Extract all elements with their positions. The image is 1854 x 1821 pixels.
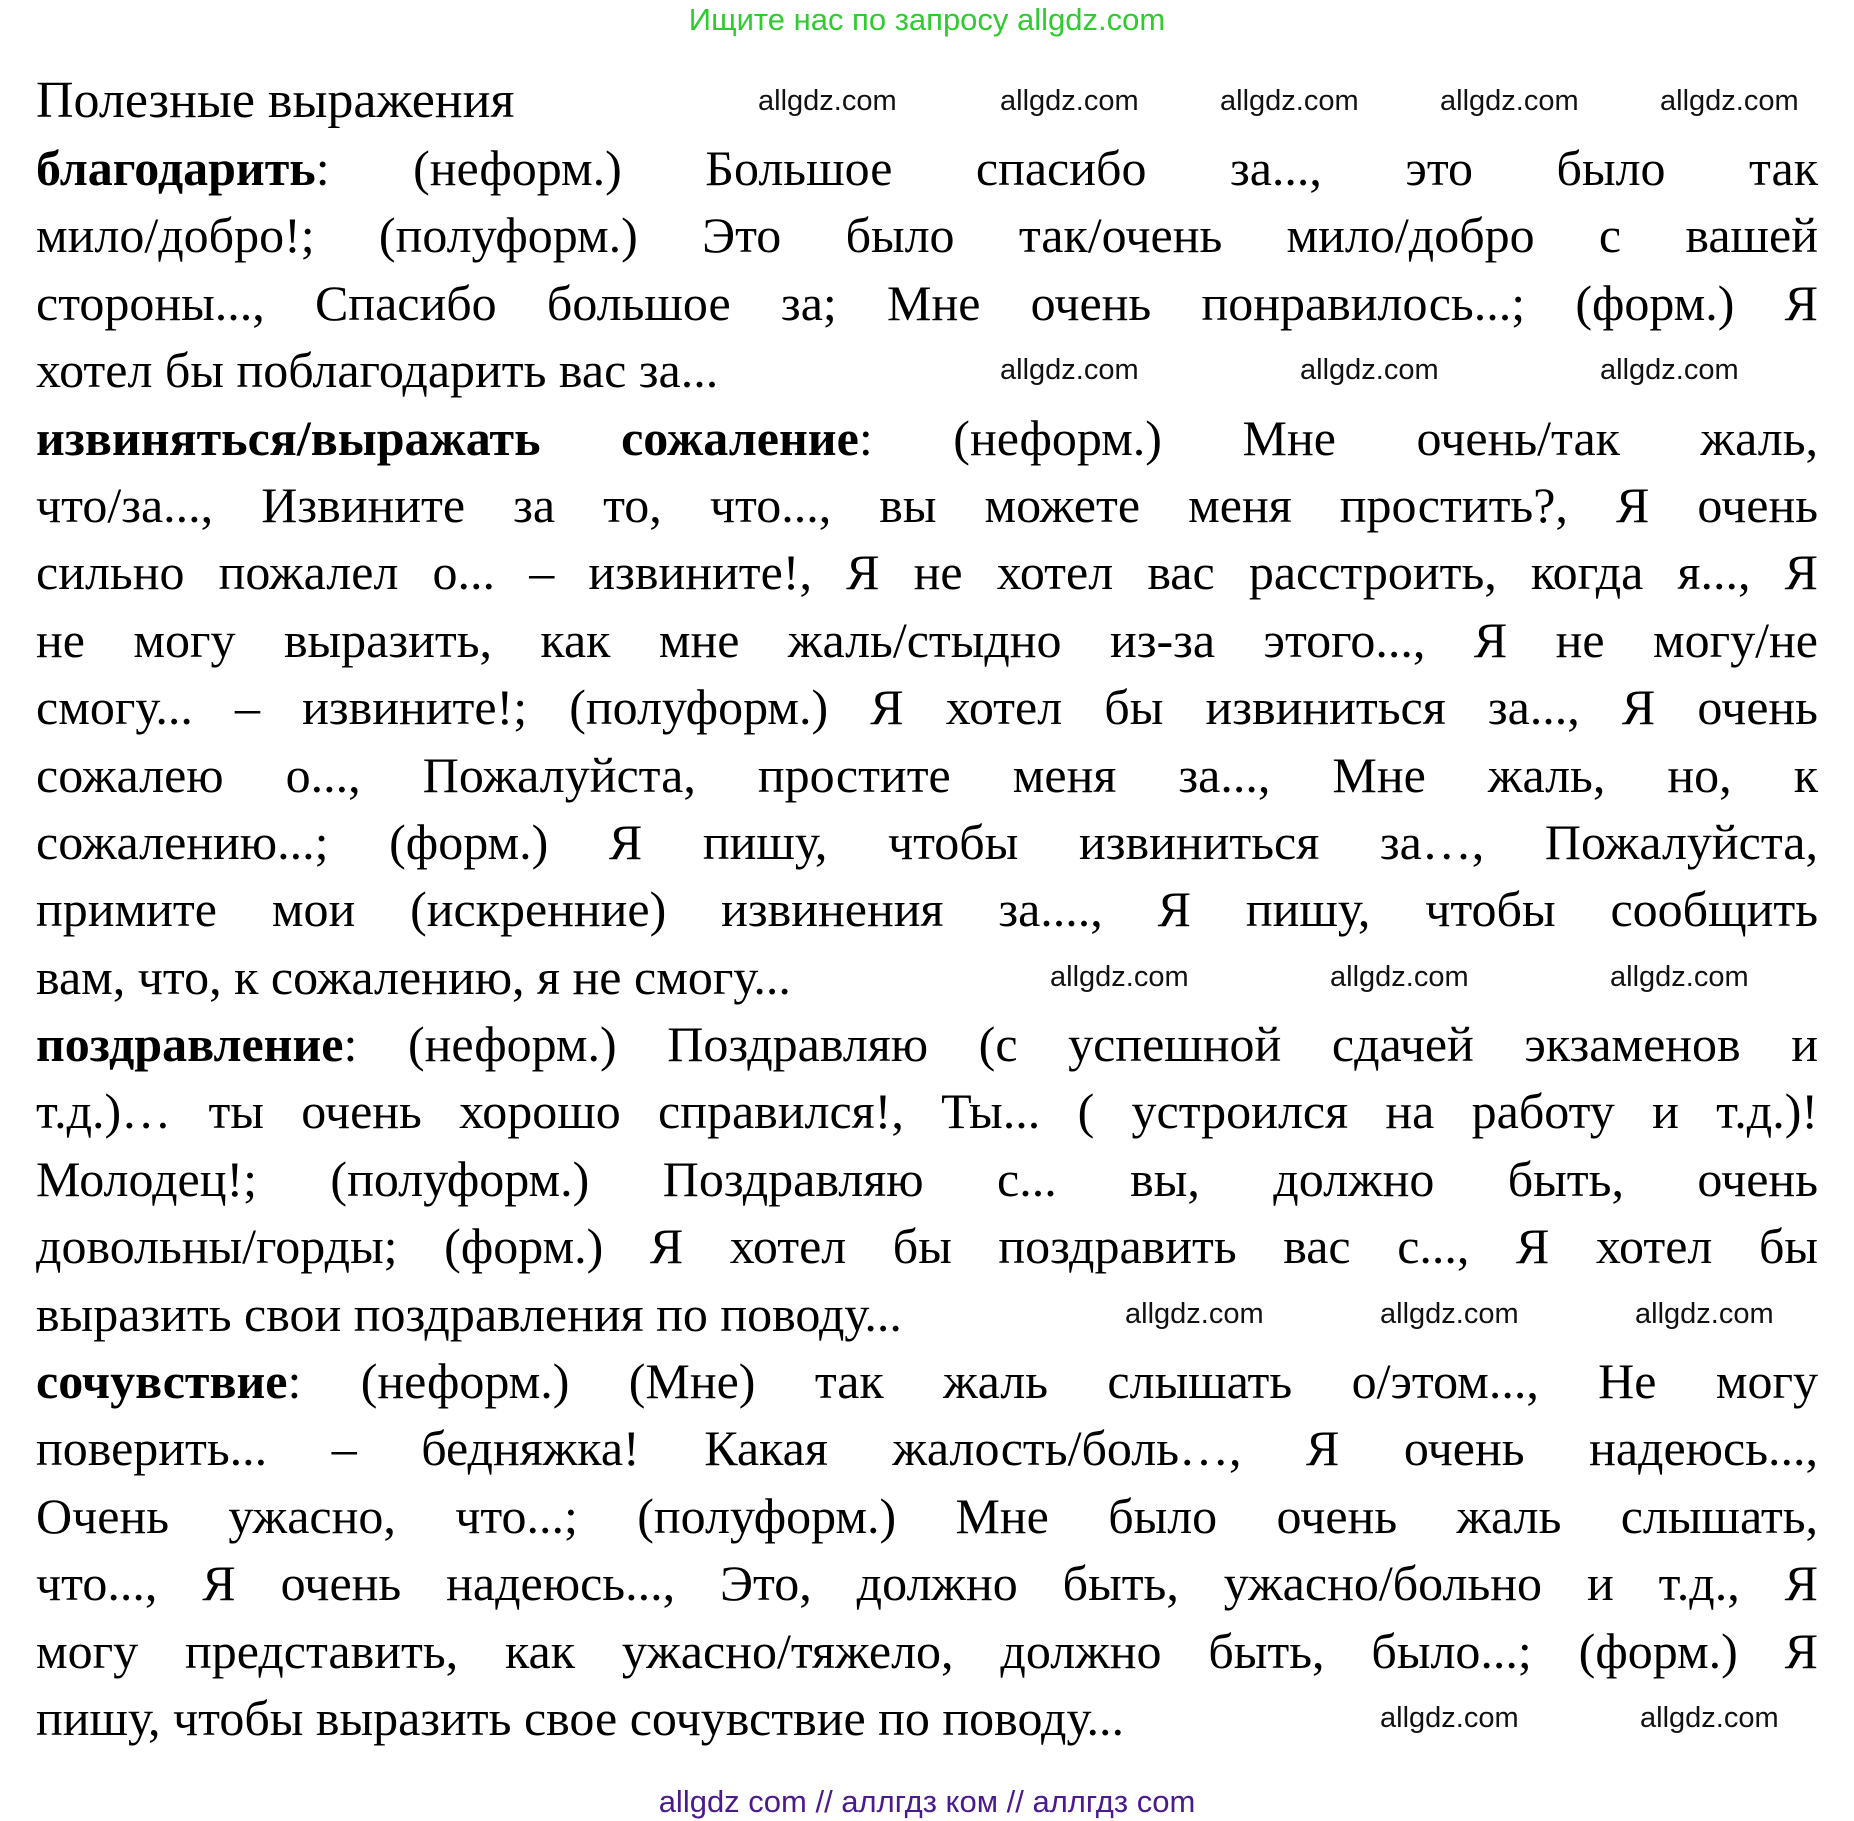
text-line <box>36 337 1818 404</box>
text-segment: пишу, чтобы выразить свое сочувствие по поводу... <box>36 1689 1124 1746</box>
term-heading: сочувствие <box>36 1353 288 1410</box>
text-line <box>36 607 1818 674</box>
text-segment: что..., Я очень надеюсь..., Это, должно быть, ужасно/больно и т.д., Я <box>36 1555 1818 1612</box>
page-title: Полезные выражения <box>36 72 515 129</box>
text-segment: могу представить, как ужасно/тяжело, должно быть, было...; (форм.) Я <box>36 1622 1818 1679</box>
text-line <box>36 202 1818 269</box>
text-line <box>36 944 1818 1011</box>
text-segment: Молодец!; (полуформ.) Поздравляю с... вы, должно быть, очень <box>36 1150 1818 1207</box>
watermark: allgdz.com <box>1300 354 1439 386</box>
text-line <box>36 539 1818 606</box>
text-line <box>36 1685 1818 1752</box>
text-line <box>36 1078 1818 1145</box>
watermark: allgdz.com <box>1440 85 1579 117</box>
text-segment: не могу выразить, как мне жаль/стыдно из-за этого..., Я не могу/не <box>36 611 1818 668</box>
text-segment: довольны/горды; (форм.) Я хотел бы поздравить вас с..., Я хотел бы <box>36 1218 1818 1275</box>
term-heading: поздравление <box>36 1016 344 1073</box>
watermark: allgdz.com <box>1125 1298 1264 1330</box>
watermark: allgdz.com <box>1635 1298 1774 1330</box>
text-line <box>36 472 1818 539</box>
watermark: allgdz.com <box>758 85 897 117</box>
text-line <box>36 876 1818 943</box>
text-line <box>36 1415 1818 1482</box>
watermark: allgdz.com <box>1380 1298 1519 1330</box>
text-segment: т.д.)… ты очень хорошо справился!, Ты... ( устроился на работу и т.д.)! <box>36 1083 1818 1140</box>
text-line <box>36 809 1818 876</box>
text-line <box>36 135 1818 202</box>
text-segment: мило/добро!; (полуформ.) Это было так/очень мило/добро с вашей <box>36 207 1818 264</box>
term-heading: извиняться/выражать сожаление <box>36 409 859 466</box>
text-segment: : (неформ.) (Мне) так жаль слышать о/этом..., Не могу <box>287 1353 1818 1410</box>
bottom-banner: allgdz com // аллгдз ком // аллгдз com <box>658 1784 1196 1819</box>
term-heading: благодарить <box>36 140 316 196</box>
text-line <box>36 405 1818 472</box>
watermark: allgdz.com <box>1610 961 1749 993</box>
text-segment: что/за..., Извините за то, что..., вы можете меня простить?, Я очень <box>36 476 1818 533</box>
text-segment: примите мои (искренние) извинения за...., Я пишу, чтобы сообщить <box>36 881 1818 938</box>
watermark: allgdz.com <box>1220 85 1359 117</box>
text-line <box>36 1550 1818 1617</box>
text-segment: выразить свои поздравления по поводу... <box>36 1285 902 1342</box>
text-segment: : (неформ.) Мне очень/так жаль, <box>858 409 1818 466</box>
text-segment: : (неформ.) Большое спасибо за..., это было так <box>315 140 1818 196</box>
text-segment: сожалению...; (форм.) Я пишу, чтобы извиниться за…, Пожалуйста, <box>36 813 1818 870</box>
text-segment: стороны..., Спасибо большое за; Мне очень понравилось...; (форм.) Я <box>36 274 1818 331</box>
watermark: allgdz.com <box>1050 961 1189 993</box>
text-segment: поверить... – бедняжка! Какая жалость/боль…, Я очень надеюсь..., <box>36 1420 1818 1477</box>
text-line <box>36 1483 1818 1550</box>
watermark: allgdz.com <box>1000 354 1139 386</box>
watermark: allgdz.com <box>1600 354 1739 386</box>
text-segment: сильно пожалел о... – извините!, Я не хотел вас расстроить, когда я..., Я <box>36 544 1818 601</box>
text-segment: смогу... – извините!; (полуформ.) Я хотел бы извиниться за..., Я очень <box>36 679 1818 736</box>
watermark: allgdz.com <box>1660 85 1799 117</box>
text-line <box>36 742 1818 809</box>
text-line <box>36 1213 1818 1280</box>
watermark: allgdz.com <box>1000 85 1139 117</box>
watermark: allgdz.com <box>1330 961 1469 993</box>
text-segment: : (неформ.) Поздравляю (с успешной сдачей экзаменов и <box>343 1016 1818 1073</box>
top-banner: Ищите нас по запросу allgdz.com <box>688 2 1166 37</box>
watermark: allgdz.com <box>1380 1702 1519 1734</box>
text-segment: Очень ужасно, что...; (полуформ.) Мне было очень жаль слышать, <box>36 1487 1818 1544</box>
text-line <box>36 1281 1818 1348</box>
text-line <box>36 1011 1818 1078</box>
text-segment: сожалею о..., Пожалуйста, простите меня за..., Мне жаль, но, к <box>36 746 1818 803</box>
watermark: allgdz.com <box>1640 1702 1779 1734</box>
text-line <box>36 1146 1818 1213</box>
text-line <box>36 674 1818 741</box>
text-line <box>36 1348 1818 1415</box>
text-segment: хотел бы поблагодарить вас за... <box>36 342 719 399</box>
text-line <box>36 1618 1818 1685</box>
document-body <box>36 135 1818 1752</box>
text-line <box>36 270 1818 337</box>
text-segment: вам, что, к сожалению, я не смогу... <box>36 948 791 1005</box>
